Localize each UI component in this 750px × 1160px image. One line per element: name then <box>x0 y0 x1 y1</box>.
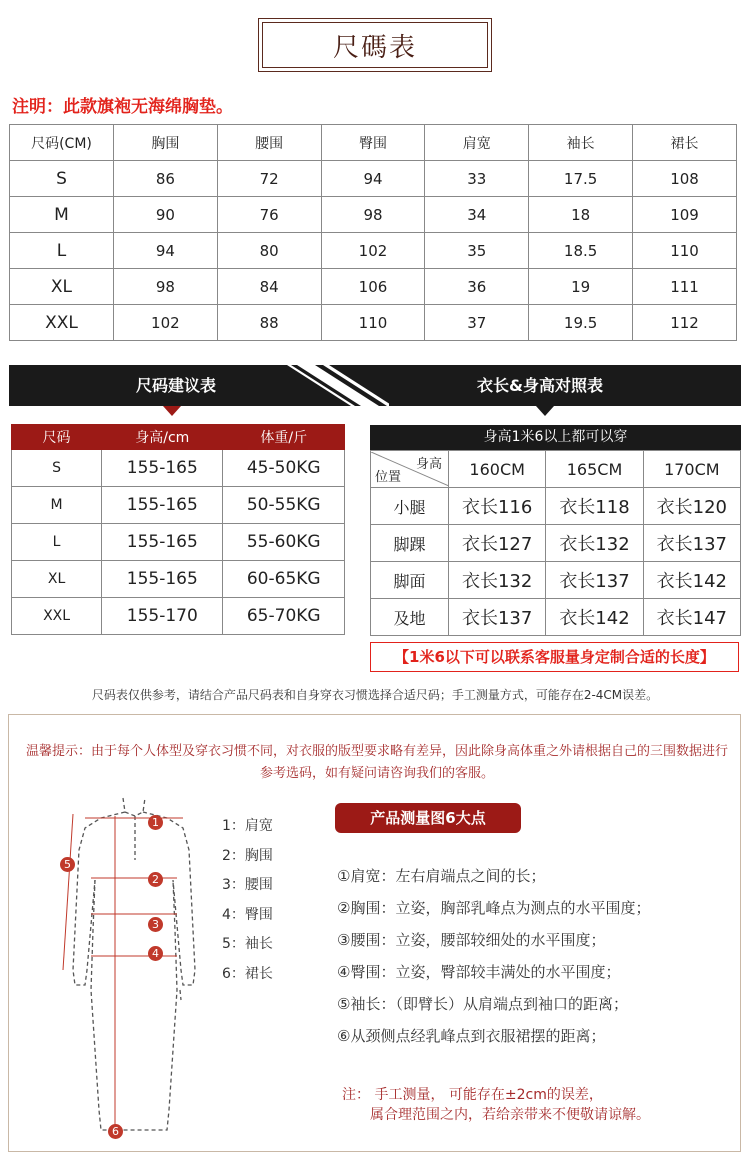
table-row <box>12 450 345 487</box>
marker-4: 4 <box>148 946 163 961</box>
height-header <box>371 451 741 488</box>
marker-1: 1 <box>148 815 163 830</box>
cell: 106 <box>321 269 425 305</box>
header-cell: 体重/斤 <box>223 425 345 450</box>
arrow-down-icon <box>163 406 181 416</box>
banner-stripes <box>279 365 389 406</box>
page-title: 尺碼表 <box>262 22 488 68</box>
cell: XL <box>10 269 114 305</box>
cell: 衣长137 <box>449 599 546 636</box>
cell: 35 <box>425 233 529 269</box>
header-cell: 胸围 <box>113 125 217 161</box>
cell: 衣长116 <box>449 488 546 525</box>
cell: 33 <box>425 161 529 197</box>
table-row <box>371 562 741 599</box>
cell: 衣长120 <box>643 488 740 525</box>
measurement-legend <box>222 812 273 989</box>
cell: 155-165 <box>102 524 223 561</box>
table-row <box>371 599 741 636</box>
marker-3: 3 <box>148 917 163 932</box>
measurement-points <box>337 860 650 1052</box>
section-banner <box>9 365 741 406</box>
size-table-header <box>10 125 737 161</box>
warm-tip: 温馨提示：由于每个人体型及穿衣习惯不同，对衣服的版型要求略有差异，因此除身高体重之外请根据自己的三围数据进行参考选码，如有疑问请咨询我们的客服。 <box>25 744 728 781</box>
arrow-down-icon <box>536 406 554 416</box>
point-item: ⑥从颈侧点经乳峰点到衣服裙摆的距离； <box>337 1027 606 1045</box>
cell: 37 <box>425 305 529 341</box>
cell: 衣长147 <box>643 599 740 636</box>
table-row <box>10 269 737 305</box>
table-row <box>10 305 737 341</box>
cell: 36 <box>425 269 529 305</box>
cell: 76 <box>217 197 321 233</box>
table-row <box>12 561 345 598</box>
title-box <box>258 18 492 72</box>
header-cell: 尺码 <box>12 425 102 450</box>
header-cell: 臀围 <box>321 125 425 161</box>
cell: 脚踝 <box>371 525 449 562</box>
reference-note: 尺码表仅供参考，请结合产品尺码表和自身穿衣习惯选择合适尺码；手工测量方式，可能存在2-4CM误差。 <box>91 688 659 702</box>
cell: M <box>12 487 102 524</box>
cell: 88 <box>217 305 321 341</box>
table-row <box>12 524 345 561</box>
marker-5: 5 <box>60 857 75 872</box>
point-item: ④臀围：立姿，臀部较丰满处的水平围度； <box>337 963 621 981</box>
legend-item: 4：臀围 <box>222 906 273 923</box>
cell: 19.5 <box>529 305 633 341</box>
cell: 90 <box>113 197 217 233</box>
cell: S <box>12 450 102 487</box>
size-table <box>9 124 737 341</box>
cell: 110 <box>321 305 425 341</box>
cell: 衣长137 <box>643 525 740 562</box>
corner-bottom-label: 位置 <box>375 470 402 485</box>
header-cell: 裙长 <box>633 125 737 161</box>
cell: 94 <box>113 233 217 269</box>
marker-6: 6 <box>108 1124 123 1139</box>
cell: 98 <box>113 269 217 305</box>
cell: 衣长142 <box>546 599 643 636</box>
cell: 34 <box>425 197 529 233</box>
cell: 102 <box>113 305 217 341</box>
cell: 109 <box>633 197 737 233</box>
dress-diagram <box>55 790 205 1140</box>
cell: 60-65KG <box>223 561 345 598</box>
cell: 17.5 <box>529 161 633 197</box>
cell: M <box>10 197 114 233</box>
cell: 94 <box>321 161 425 197</box>
cell: 65-70KG <box>223 598 345 635</box>
cell: 衣长137 <box>546 562 643 599</box>
header-cell: 165CM <box>546 451 643 488</box>
header-cell: 腰围 <box>217 125 321 161</box>
cell: 18.5 <box>529 233 633 269</box>
table-row <box>10 197 737 233</box>
banner-right-label: 衣长&身高对照表 <box>477 376 603 395</box>
table-row <box>371 488 741 525</box>
cell: 112 <box>633 305 737 341</box>
cell: 衣长142 <box>643 562 740 599</box>
point-item: ③腰围：立姿，腰部较细处的水平围度； <box>337 931 606 949</box>
cell: 衣长118 <box>546 488 643 525</box>
cell: XXL <box>12 598 102 635</box>
table-row <box>10 161 737 197</box>
header-cell: 尺码(CM) <box>10 125 114 161</box>
header-cell: 肩宽 <box>425 125 529 161</box>
point-item: ②胸围：立姿，胸部乳峰点为测点的水平围度； <box>337 899 651 917</box>
header-cell: 170CM <box>643 451 740 488</box>
cell: S <box>10 161 114 197</box>
cell: 50-55KG <box>223 487 345 524</box>
table-row <box>371 525 741 562</box>
cell: 155-165 <box>102 487 223 524</box>
cell: 衣长132 <box>449 562 546 599</box>
legend-item: 5：袖长 <box>222 936 273 952</box>
size-suggestion-table <box>11 424 345 635</box>
cell: L <box>12 524 102 561</box>
header-cell: 身高/cm <box>102 425 223 450</box>
height-table-caption: 身高1米6以上都可以穿 <box>370 425 741 450</box>
cell: 155-170 <box>102 598 223 635</box>
header-cell: 160CM <box>449 451 546 488</box>
cell: 脚面 <box>371 562 449 599</box>
length-height-table <box>370 450 741 636</box>
banner-left-label: 尺码建议表 <box>136 376 217 395</box>
table-row <box>12 487 345 524</box>
legend-item: 2：胸围 <box>222 847 273 864</box>
cell: 小腿 <box>371 488 449 525</box>
cell: 80 <box>217 233 321 269</box>
cell: 45-50KG <box>223 450 345 487</box>
cell: 18 <box>529 197 633 233</box>
table-row <box>10 233 737 269</box>
table-row <box>12 598 345 635</box>
cell: 84 <box>217 269 321 305</box>
measure-banner: 产品测量图6大点 <box>335 803 521 833</box>
cell: 108 <box>633 161 737 197</box>
cell: 111 <box>633 269 737 305</box>
cell: 98 <box>321 197 425 233</box>
cell: 衣长127 <box>449 525 546 562</box>
footer-line: 注： 手工测量， 可能存在±2cm的误差， <box>342 1087 603 1103</box>
cell: L <box>10 233 114 269</box>
point-item: ⑤袖长：（即臂长）从肩端点到袖口的距离； <box>337 995 628 1013</box>
cell: XL <box>12 561 102 598</box>
cell: 衣长132 <box>546 525 643 562</box>
point-item: ①肩宽：左右肩端点之间的长； <box>337 867 546 885</box>
cell: XXL <box>10 305 114 341</box>
legend-item: 6：裙长 <box>222 965 273 982</box>
cell: 19 <box>529 269 633 305</box>
cell: 72 <box>217 161 321 197</box>
cell: 55-60KG <box>223 524 345 561</box>
suggestion-header <box>12 425 345 450</box>
footer-line: 属合理范围之内，若给亲带来不便敬请谅解。 <box>370 1107 650 1123</box>
cell: 102 <box>321 233 425 269</box>
corner-top-label: 身高 <box>415 457 442 472</box>
cell: 110 <box>633 233 737 269</box>
legend-item: 1：肩宽 <box>222 818 273 834</box>
footer-note <box>342 1085 650 1125</box>
cell: 及地 <box>371 599 449 636</box>
header-cell: 袖长 <box>529 125 633 161</box>
custom-length-note: 【1米6以下可以联系客服量身定制合适的长度】 <box>370 642 739 672</box>
marker-2: 2 <box>148 872 163 887</box>
cell: 155-165 <box>102 450 223 487</box>
cell: 86 <box>113 161 217 197</box>
corner-cell <box>371 451 449 488</box>
pad-note: 注明：此款旗袍无海绵胸垫。 <box>12 97 233 117</box>
cell: 155-165 <box>102 561 223 598</box>
legend-item: 3：腰围 <box>222 877 273 893</box>
